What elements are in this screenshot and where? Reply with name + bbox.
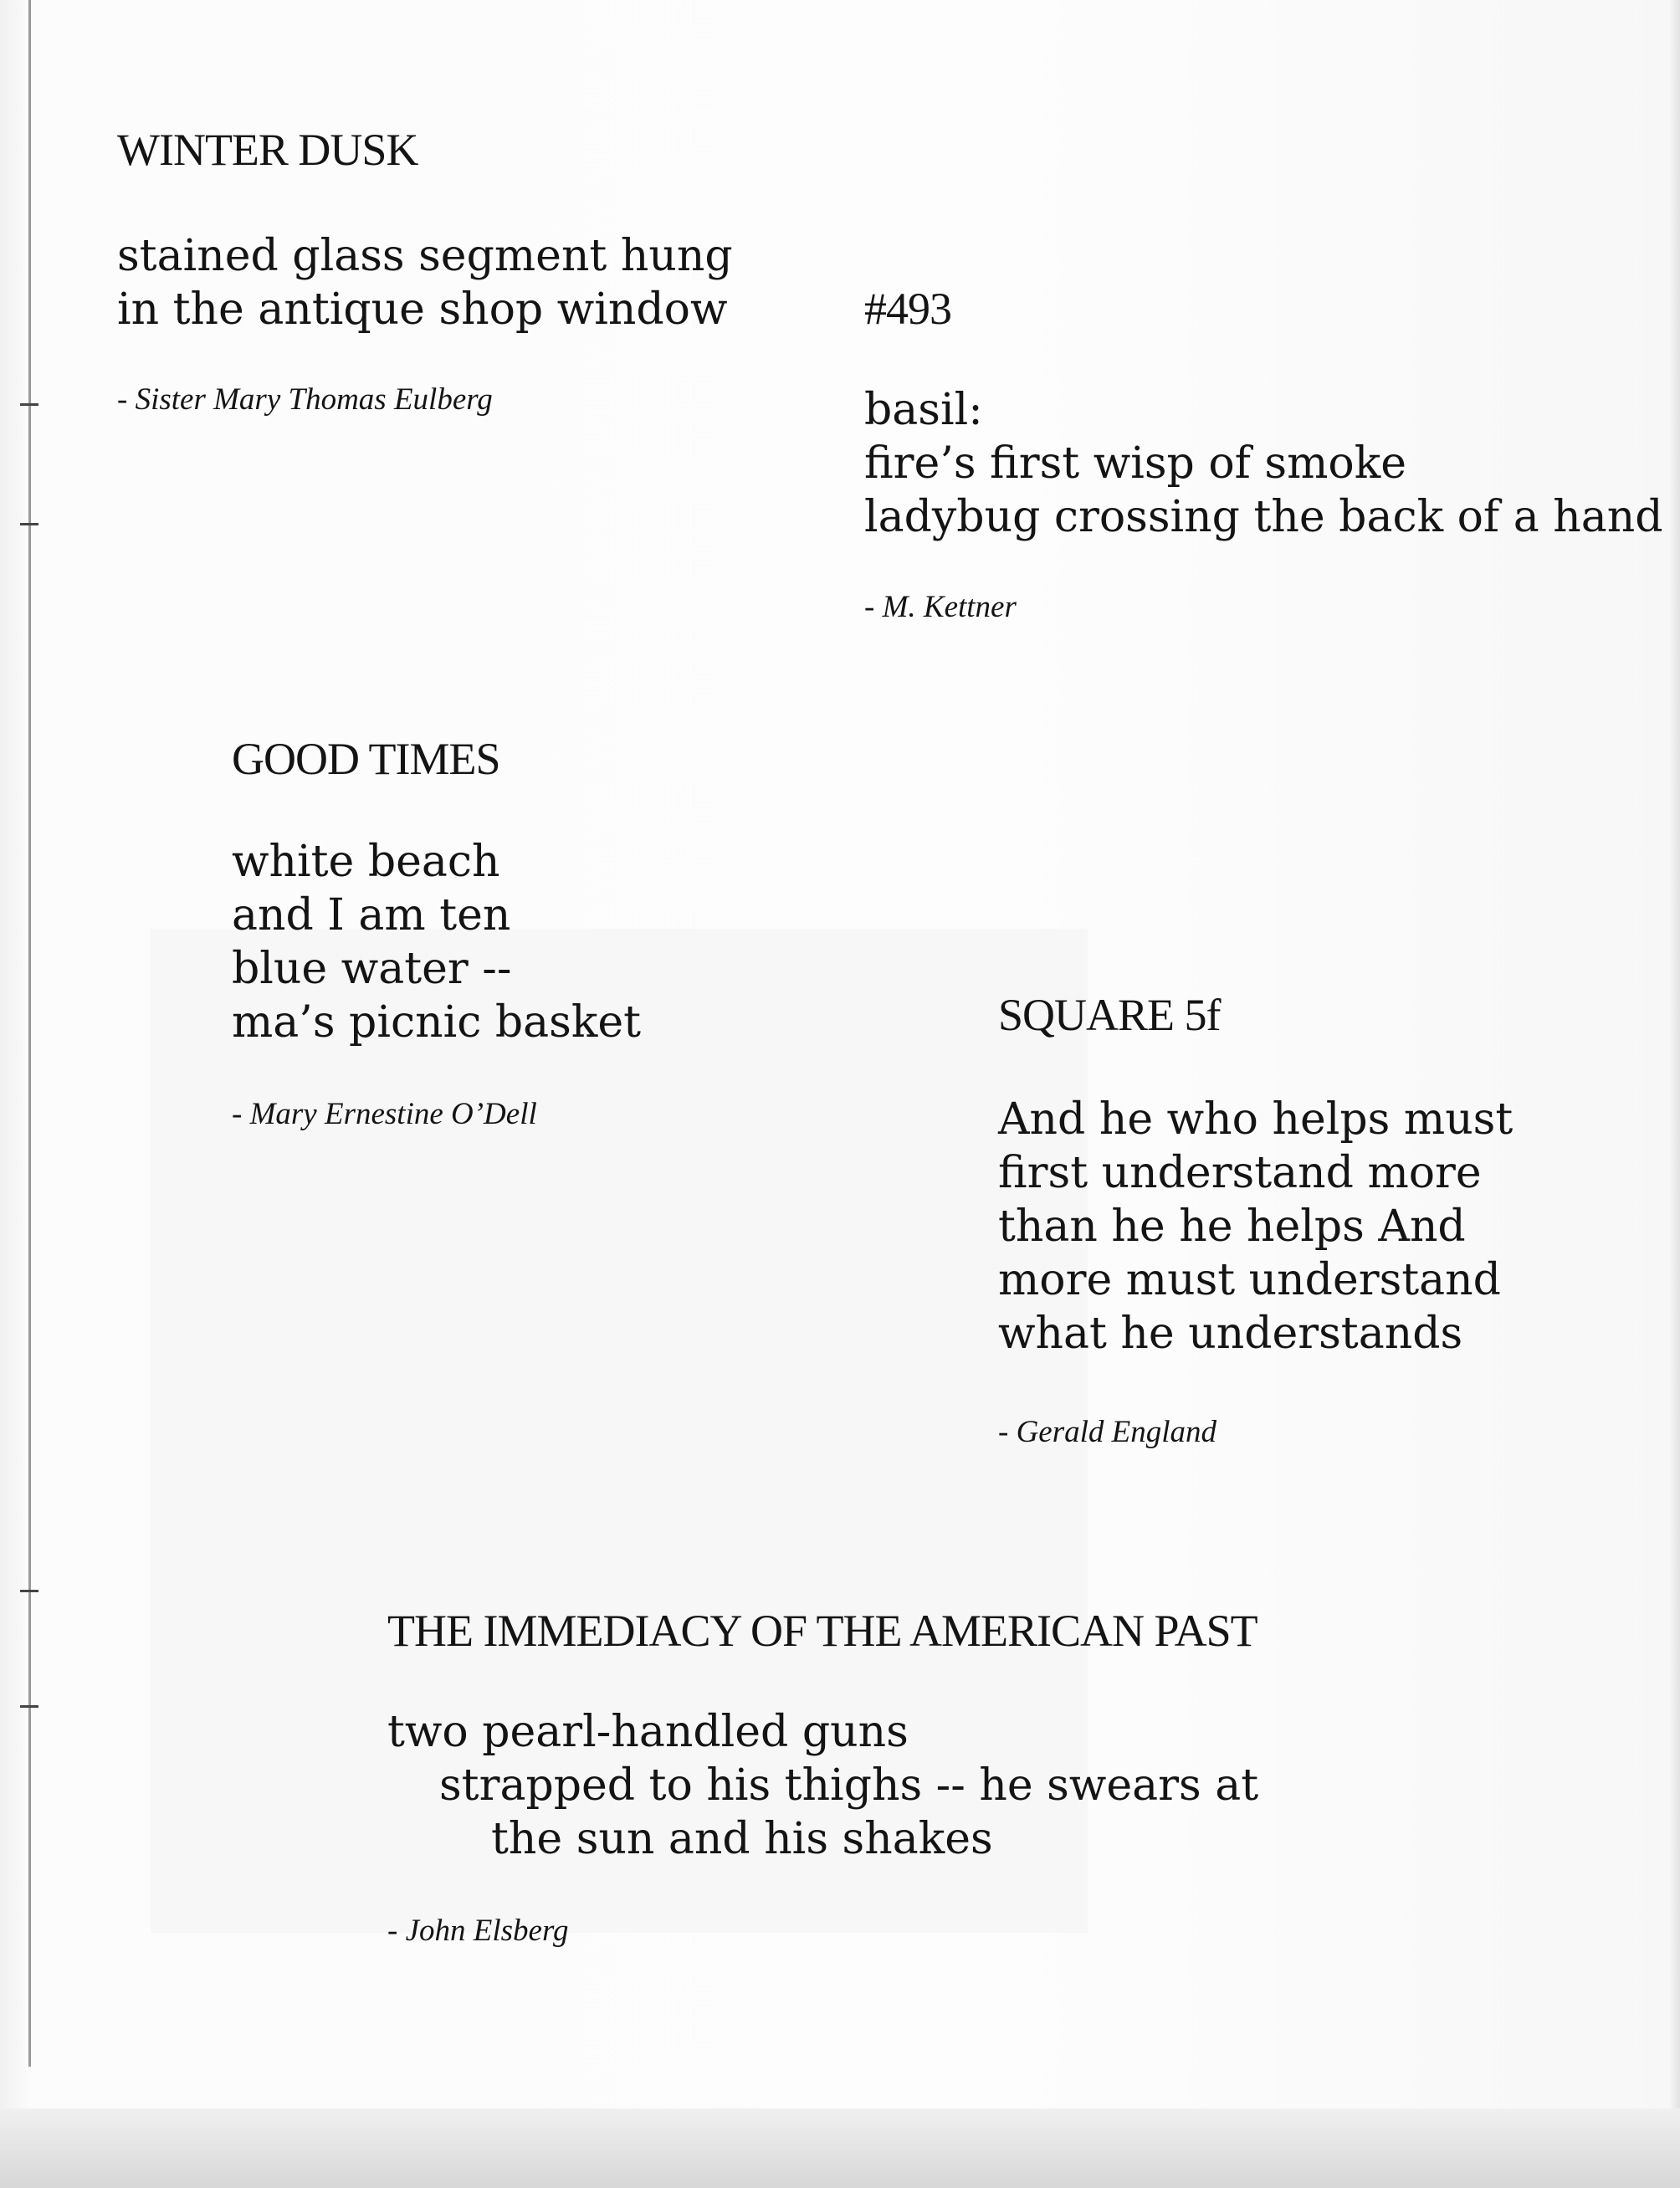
poem-body [387, 1705, 1258, 1866]
poem-line: first understand more [998, 1148, 1482, 1198]
poem-title: THE IMMEDIACY OF THE AMERICAN PAST [387, 1606, 1257, 1656]
poem-winter-dusk [117, 124, 733, 418]
staple-mark [20, 403, 38, 406]
poem-title: GOOD TIMES [232, 734, 500, 784]
poem-title: SQUARE 5f [998, 990, 1221, 1040]
page-edge-shadow [1670, 0, 1680, 2109]
staple-mark [20, 523, 38, 525]
poem-line: basil: [864, 385, 983, 435]
poem-line: strapped to his thighs -- he swears at [439, 1760, 1259, 1811]
poem-author: - Sister Mary Thomas Eulberg [117, 382, 493, 417]
poem-body [864, 383, 1663, 544]
binding-spine [28, 0, 31, 2067]
poem-line: than he he helps And [998, 1202, 1466, 1252]
poem-line: ladybug crossing the back of a hand [864, 492, 1663, 542]
poem-line: ma’s picnic basket [232, 997, 642, 1048]
poem-line: And he who helps must [998, 1094, 1514, 1145]
staple-mark [20, 1705, 38, 1708]
poem-line: what he understands [998, 1309, 1463, 1359]
poem-493 [864, 283, 1663, 625]
poem-title: #493 [864, 284, 951, 334]
poem-good-times [232, 733, 641, 1132]
poem-body [998, 1093, 1513, 1360]
poem-title: WINTER DUSK [117, 125, 418, 175]
poem-line: more must understand [998, 1255, 1501, 1305]
poem-line: white beach [232, 837, 500, 887]
poem-body [232, 835, 641, 1049]
poem-author: - Mary Ernestine O’Dell [232, 1097, 537, 1131]
poem-line: in the antique shop window [117, 284, 728, 335]
poem-author: - Gerald England [998, 1415, 1217, 1449]
staple-mark [20, 1590, 38, 1592]
poem-author: - M. Kettner [864, 590, 1017, 624]
poem-line: fire’s first wisp of smoke [864, 438, 1407, 489]
poem-immediacy-american-past [387, 1605, 1258, 1949]
page-bottom-shadow [0, 2109, 1680, 2188]
poem-body [117, 229, 733, 336]
poem-line: stained glass segment hung [117, 231, 733, 281]
poem-author: - John Elsberg [387, 1914, 569, 1948]
poem-line: and I am ten [232, 890, 511, 940]
poem-line: two pearl-handled guns [387, 1707, 909, 1757]
poem-line: the sun and his shakes [491, 1814, 993, 1864]
poem-line: blue water -- [232, 944, 512, 994]
poem-square-5f [998, 989, 1513, 1450]
